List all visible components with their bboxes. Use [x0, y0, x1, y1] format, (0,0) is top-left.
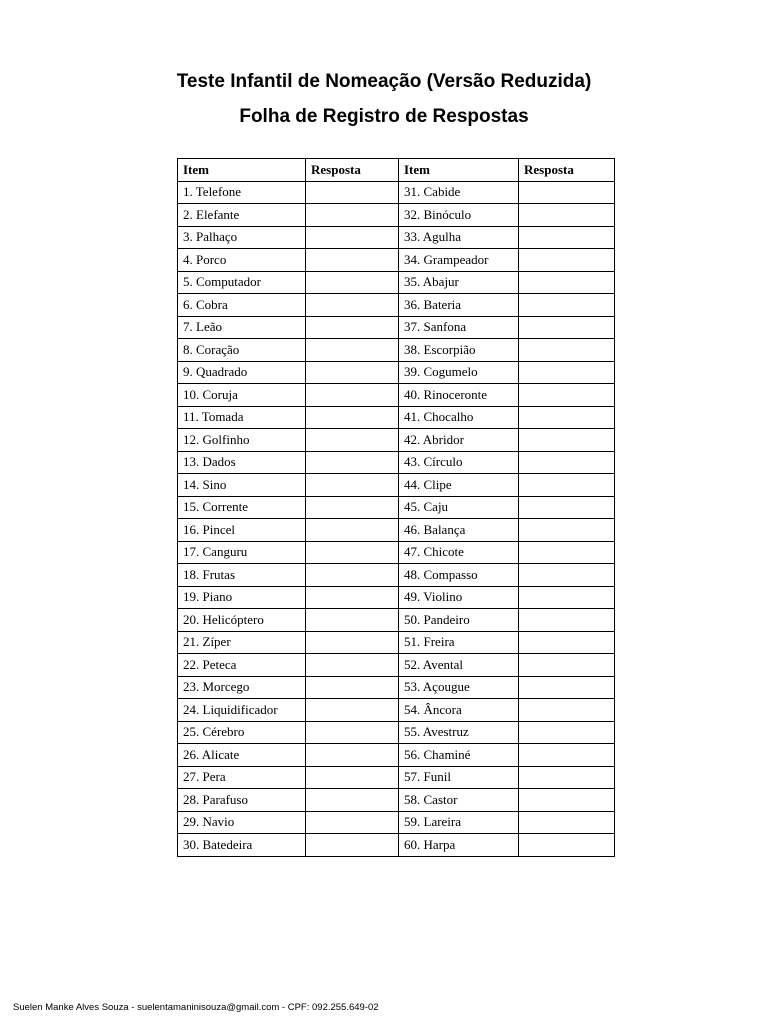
response-cell[interactable] — [306, 249, 399, 272]
response-cell[interactable] — [519, 384, 615, 407]
item-cell: 12. Golfinho — [178, 429, 306, 452]
table-row — [178, 181, 615, 204]
item-cell: 30. Batedeira — [178, 834, 306, 857]
item-cell: 14. Sino — [178, 474, 306, 497]
item-cell: 2. Elefante — [178, 204, 306, 227]
response-cell[interactable] — [306, 519, 399, 542]
item-cell: 4. Porco — [178, 249, 306, 272]
table-row — [178, 271, 615, 294]
item-cell: 9. Quadrado — [178, 361, 306, 384]
response-cell[interactable] — [306, 361, 399, 384]
item-cell: 26. Alicate — [178, 744, 306, 767]
item-cell: 32. Binóculo — [399, 204, 519, 227]
response-cell[interactable] — [306, 339, 399, 362]
table-row — [178, 766, 615, 789]
response-cell[interactable] — [519, 699, 615, 722]
response-cell[interactable] — [306, 564, 399, 587]
response-cell[interactable] — [519, 204, 615, 227]
table-row — [178, 721, 615, 744]
table-row — [178, 406, 615, 429]
response-cell[interactable] — [306, 609, 399, 632]
table-row — [178, 384, 615, 407]
response-cell[interactable] — [306, 474, 399, 497]
response-cell[interactable] — [519, 789, 615, 812]
item-cell: 5. Computador — [178, 271, 306, 294]
table-row — [178, 519, 615, 542]
item-cell: 55. Avestruz — [399, 721, 519, 744]
response-cell[interactable] — [306, 789, 399, 812]
response-cell[interactable] — [306, 811, 399, 834]
table-row — [178, 586, 615, 609]
item-cell: 52. Avental — [399, 654, 519, 677]
item-cell: 3. Palhaço — [178, 226, 306, 249]
response-cell[interactable] — [519, 564, 615, 587]
item-cell: 13. Dados — [178, 451, 306, 474]
item-cell: 20. Helicóptero — [178, 609, 306, 632]
item-column-header: Item — [178, 159, 306, 182]
item-cell: 19. Piano — [178, 586, 306, 609]
response-cell[interactable] — [306, 744, 399, 767]
response-cell[interactable] — [306, 271, 399, 294]
response-cell[interactable] — [519, 181, 615, 204]
response-cell[interactable] — [519, 226, 615, 249]
item-cell: 44. Clipe — [399, 474, 519, 497]
response-cell[interactable] — [306, 226, 399, 249]
item-cell: 39. Cogumelo — [399, 361, 519, 384]
table-row — [178, 316, 615, 339]
response-cell[interactable] — [306, 586, 399, 609]
item-cell: 8. Coração — [178, 339, 306, 362]
table-row — [178, 204, 615, 227]
response-cell[interactable] — [306, 834, 399, 857]
item-cell: 57. Funil — [399, 766, 519, 789]
item-cell: 16. Pincel — [178, 519, 306, 542]
item-cell: 43. Círculo — [399, 451, 519, 474]
item-cell: 41. Chocalho — [399, 406, 519, 429]
response-cell[interactable] — [519, 811, 615, 834]
response-cell[interactable] — [519, 451, 615, 474]
item-cell: 31. Cabide — [399, 181, 519, 204]
response-cell[interactable] — [306, 294, 399, 317]
item-cell: 33. Agulha — [399, 226, 519, 249]
table-row — [178, 496, 615, 519]
item-cell: 59. Lareira — [399, 811, 519, 834]
table-row — [178, 654, 615, 677]
response-cell[interactable] — [519, 766, 615, 789]
response-cell[interactable] — [519, 631, 615, 654]
item-cell: 23. Morcego — [178, 676, 306, 699]
response-cell[interactable] — [519, 654, 615, 677]
response-cell[interactable] — [519, 609, 615, 632]
table-row — [178, 451, 615, 474]
footer-credit: Suelen Manke Alves Souza - suelentamaninisouza@gmail.com - CPF: 092.255.649-02 — [13, 1002, 379, 1013]
response-cell[interactable] — [306, 429, 399, 452]
response-table — [177, 158, 615, 857]
item-cell: 51. Freira — [399, 631, 519, 654]
response-cell[interactable] — [519, 721, 615, 744]
table-row — [178, 361, 615, 384]
table-row — [178, 294, 615, 317]
table-row — [178, 429, 615, 452]
response-cell[interactable] — [519, 586, 615, 609]
item-cell: 22. Peteca — [178, 654, 306, 677]
item-cell: 34. Grampeador — [399, 249, 519, 272]
response-cell[interactable] — [519, 406, 615, 429]
table-row — [178, 744, 615, 767]
item-cell: 53. Açougue — [399, 676, 519, 699]
response-cell[interactable] — [306, 204, 399, 227]
response-cell[interactable] — [306, 631, 399, 654]
item-cell: 35. Abajur — [399, 271, 519, 294]
response-cell[interactable] — [519, 294, 615, 317]
table-body — [178, 181, 615, 856]
response-cell[interactable] — [306, 406, 399, 429]
response-cell[interactable] — [519, 339, 615, 362]
response-cell[interactable] — [306, 451, 399, 474]
item-cell: 6. Cobra — [178, 294, 306, 317]
item-cell: 25. Cérebro — [178, 721, 306, 744]
table-row — [178, 226, 615, 249]
item-cell: 7. Leão — [178, 316, 306, 339]
table-row — [178, 339, 615, 362]
item-cell: 17. Canguru — [178, 541, 306, 564]
item-cell: 1. Telefone — [178, 181, 306, 204]
item-cell: 49. Violino — [399, 586, 519, 609]
item-cell: 15. Corrente — [178, 496, 306, 519]
item-cell: 21. Zíper — [178, 631, 306, 654]
response-cell[interactable] — [306, 541, 399, 564]
item-cell: 58. Castor — [399, 789, 519, 812]
response-cell[interactable] — [519, 541, 615, 564]
table-row — [178, 811, 615, 834]
item-cell: 50. Pandeiro — [399, 609, 519, 632]
table-row — [178, 564, 615, 587]
table-row — [178, 699, 615, 722]
table-header-row — [178, 159, 615, 182]
response-cell[interactable] — [519, 316, 615, 339]
response-cell[interactable] — [519, 834, 615, 857]
item-column-header: Item — [399, 159, 519, 182]
table-row — [178, 609, 615, 632]
response-cell[interactable] — [306, 384, 399, 407]
response-cell[interactable] — [519, 744, 615, 767]
table-row — [178, 631, 615, 654]
item-cell: 36. Bateria — [399, 294, 519, 317]
item-cell: 28. Parafuso — [178, 789, 306, 812]
item-cell: 38. Escorpião — [399, 339, 519, 362]
document-subtitle: Folha de Registro de Respostas — [239, 106, 529, 127]
table-row — [178, 474, 615, 497]
response-cell[interactable] — [519, 361, 615, 384]
document-title: Teste Infantil de Nomeação (Versão Reduzida) — [176, 71, 592, 92]
item-cell: 60. Harpa — [399, 834, 519, 857]
response-cell[interactable] — [519, 249, 615, 272]
response-cell[interactable] — [306, 721, 399, 744]
item-cell: 54. Âncora — [399, 699, 519, 722]
item-cell: 42. Abridor — [399, 429, 519, 452]
response-column-header: Resposta — [306, 159, 399, 182]
table-row — [178, 789, 615, 812]
response-cell[interactable] — [519, 676, 615, 699]
table-row — [178, 676, 615, 699]
response-cell[interactable] — [306, 316, 399, 339]
response-cell[interactable] — [306, 676, 399, 699]
response-column-header: Resposta — [519, 159, 615, 182]
response-cell[interactable] — [519, 496, 615, 519]
response-cell[interactable] — [306, 766, 399, 789]
item-cell: 46. Balança — [399, 519, 519, 542]
response-cell[interactable] — [306, 181, 399, 204]
item-cell: 11. Tomada — [178, 406, 306, 429]
item-cell: 48. Compasso — [399, 564, 519, 587]
item-cell: 45. Caju — [399, 496, 519, 519]
item-cell: 56. Chaminé — [399, 744, 519, 767]
response-cell[interactable] — [519, 271, 615, 294]
response-cell[interactable] — [519, 519, 615, 542]
response-cell[interactable] — [306, 699, 399, 722]
item-cell: 29. Navio — [178, 811, 306, 834]
item-cell: 10. Coruja — [178, 384, 306, 407]
item-cell: 37. Sanfona — [399, 316, 519, 339]
item-cell: 40. Rinoceronte — [399, 384, 519, 407]
table-row — [178, 834, 615, 857]
item-cell: 24. Liquidificador — [178, 699, 306, 722]
item-cell: 27. Pera — [178, 766, 306, 789]
table-row — [178, 249, 615, 272]
table-row — [178, 541, 615, 564]
response-cell[interactable] — [306, 496, 399, 519]
item-cell: 18. Frutas — [178, 564, 306, 587]
response-cell[interactable] — [519, 474, 615, 497]
response-cell[interactable] — [306, 654, 399, 677]
item-cell: 47. Chicote — [399, 541, 519, 564]
response-cell[interactable] — [519, 429, 615, 452]
